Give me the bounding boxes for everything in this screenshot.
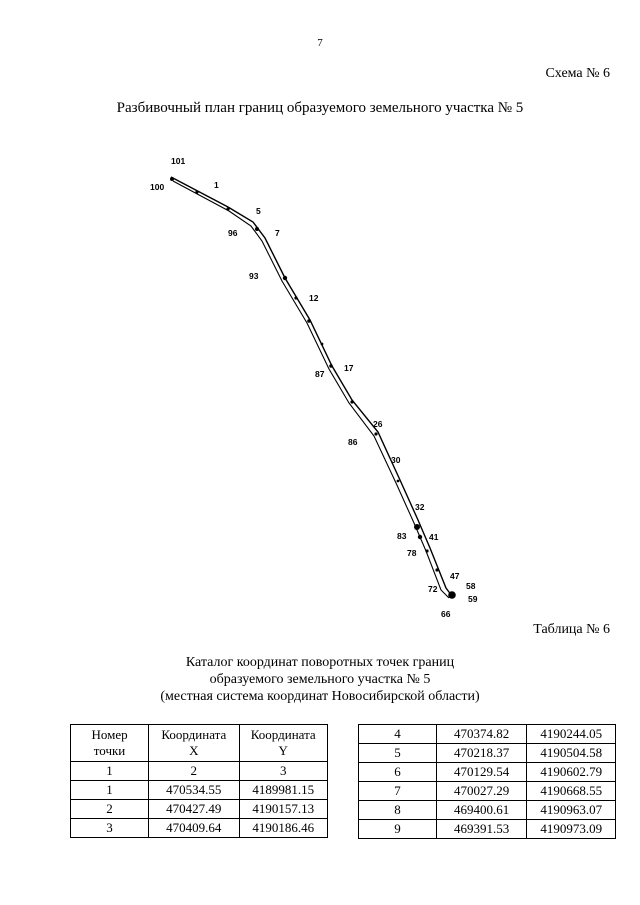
point-label-72: 72 xyxy=(428,584,438,594)
point-label-58: 58 xyxy=(466,581,476,591)
header-point-number-line1: Номер xyxy=(91,727,128,742)
index-cell-x: 2 xyxy=(149,762,239,781)
cell-coordinate-x: 469391.53 xyxy=(436,820,526,839)
catalog-title xyxy=(0,654,640,705)
cell-coordinate-y: 4190157.13 xyxy=(239,800,328,819)
index-cell-y: 3 xyxy=(239,762,328,781)
point-label-66: 66 xyxy=(441,609,451,619)
header-point-number-line2: точки xyxy=(93,743,126,758)
header-point-number xyxy=(71,725,149,762)
cell-coordinate-y: 4190186.46 xyxy=(239,819,328,838)
table-row xyxy=(359,782,616,801)
plan-title: Разбивочный план границ образуемого земельного участка № 5 xyxy=(116,100,524,116)
header-coordinate-y-line2: Y xyxy=(278,743,288,758)
catalog-title-line2: образуемого земельного участка № 5 xyxy=(209,672,431,687)
table-row xyxy=(359,725,616,744)
cell-point-number: 7 xyxy=(359,782,437,801)
point-label-47: 47 xyxy=(450,571,460,581)
boundary-line-outer xyxy=(171,177,452,596)
table-row xyxy=(71,800,328,819)
cell-coordinate-x: 470534.55 xyxy=(149,781,239,800)
cell-point-number: 4 xyxy=(359,725,437,744)
table-row xyxy=(359,801,616,820)
cell-coordinate-y: 4190504.58 xyxy=(527,744,616,763)
cell-coordinate-y: 4189981.15 xyxy=(239,781,328,800)
cell-coordinate-x: 470409.64 xyxy=(149,819,239,838)
cell-point-number: 5 xyxy=(359,744,437,763)
catalog-title-line3: (местная система координат Новосибирской области) xyxy=(160,689,480,704)
point-label-87: 87 xyxy=(315,369,325,379)
point-label-32: 32 xyxy=(415,502,425,512)
cell-point-number: 9 xyxy=(359,820,437,839)
vertex-markers xyxy=(170,177,456,599)
cell-coordinate-x: 470427.49 xyxy=(149,800,239,819)
table-row xyxy=(359,820,616,839)
header-coordinate-y-line1: Координата xyxy=(250,727,316,742)
point-label-83: 83 xyxy=(397,531,407,541)
point-label-101: 101 xyxy=(171,156,186,166)
cell-point-number: 8 xyxy=(359,801,437,820)
table-row xyxy=(71,781,328,800)
point-label-41: 41 xyxy=(429,532,439,542)
cell-point-number: 3 xyxy=(71,819,149,838)
table-header-row xyxy=(71,725,328,762)
cell-coordinate-y: 4190602.79 xyxy=(527,763,616,782)
cell-coordinate-y: 4190244.05 xyxy=(527,725,616,744)
cell-coordinate-x: 470129.54 xyxy=(436,763,526,782)
point-label-26: 26 xyxy=(373,419,383,429)
page-number: 7 xyxy=(317,37,323,49)
index-cell-num: 1 xyxy=(71,762,149,781)
coordinates-table-left xyxy=(70,724,328,838)
cell-coordinate-x: 470374.82 xyxy=(436,725,526,744)
catalog-title-line1: Каталог координат поворотных точек границ xyxy=(185,655,455,670)
coordinates-table-right xyxy=(358,724,616,839)
point-label-86: 86 xyxy=(348,437,358,447)
cell-coordinate-x: 470027.29 xyxy=(436,782,526,801)
point-label-17: 17 xyxy=(344,363,354,373)
table-row xyxy=(71,819,328,838)
point-label-96: 96 xyxy=(228,228,238,238)
table-row xyxy=(359,744,616,763)
cell-coordinate-y: 4190973.09 xyxy=(527,820,616,839)
cell-coordinate-y: 4190668.55 xyxy=(527,782,616,801)
point-label-30: 30 xyxy=(391,455,401,465)
point-label-59: 59 xyxy=(468,594,478,604)
point-label-7: 7 xyxy=(275,228,280,238)
header-coordinate-x-line1: Координата xyxy=(161,727,227,742)
table-label: Таблица № 6 xyxy=(533,622,610,637)
cell-point-number: 6 xyxy=(359,763,437,782)
point-label-93: 93 xyxy=(249,271,259,281)
cell-point-number: 1 xyxy=(71,781,149,800)
table-index-row xyxy=(71,762,328,781)
boundary-line-inner xyxy=(173,181,449,598)
cell-point-number: 2 xyxy=(71,800,149,819)
scheme-label: Схема № 6 xyxy=(545,66,610,81)
point-label-5: 5 xyxy=(256,206,261,216)
cell-coordinate-x: 470218.37 xyxy=(436,744,526,763)
cell-coordinate-y: 4190963.07 xyxy=(527,801,616,820)
header-coordinate-y xyxy=(239,725,328,762)
header-coordinate-x-line2: X xyxy=(189,743,199,758)
point-label-12: 12 xyxy=(309,293,319,303)
header-coordinate-x xyxy=(149,725,239,762)
table-row xyxy=(359,763,616,782)
point-label-78: 78 xyxy=(407,548,417,558)
point-label-1: 1 xyxy=(214,180,219,190)
cell-coordinate-x: 469400.61 xyxy=(436,801,526,820)
point-label-100: 100 xyxy=(150,182,165,192)
